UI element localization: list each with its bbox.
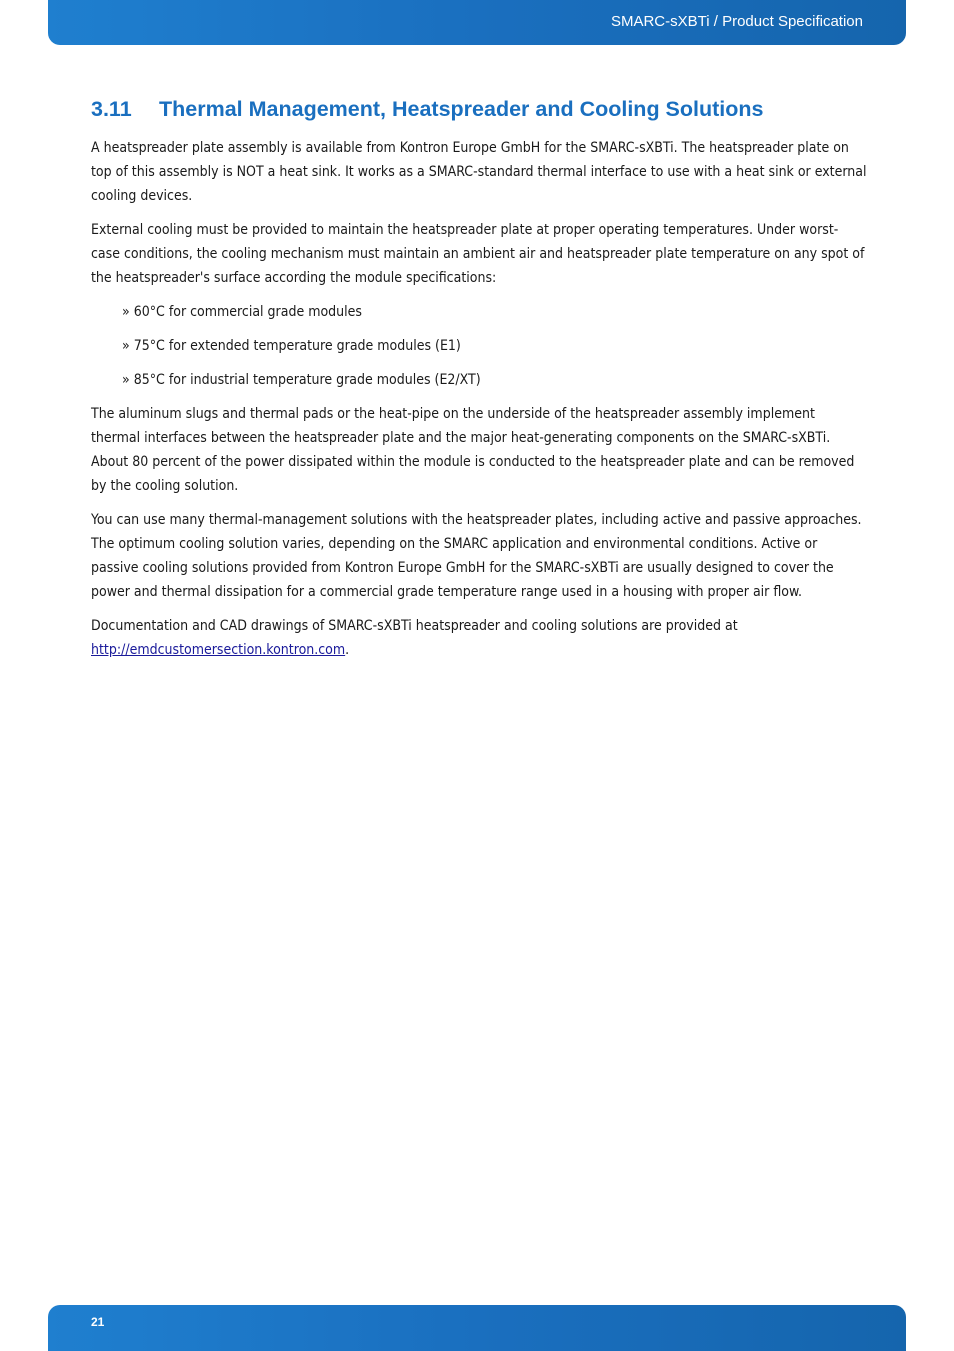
section-title: Thermal Management, Heatspreader and Cooling Solutions	[159, 97, 764, 121]
document-title: SMARC-sXBTi / Product Specification	[610, 13, 863, 30]
section-number: 3.11	[91, 97, 132, 121]
paragraph-thermal-interfaces: The aluminum slugs and thermal pads or the heat-pipe on the underside of the heatspreader assembly implement thermal interfaces between the heatspreader plate and the major heat-generating components on the SMARC-sXBTi. About 80 percent of the power dissipated within the module is conducted to the heatspreader plate and can be removed by the cooling solution.	[91, 406, 855, 494]
list-item: » 75°C for extended temperature grade modules (E1)	[122, 338, 461, 354]
paragraph-external-cooling: External cooling must be provided to maintain the heatspreader plate at proper operating temperatures. Under worst-case conditions, the cooling mechanism must maintain an ambient air and heatspreader plate temperature on any spot of the heatspreader's surface according the module specifications:	[91, 222, 865, 286]
customer-section-link[interactable]: http://emdcustomersection.kontron.com	[91, 642, 346, 658]
list-item: » 60°C for commercial grade modules	[122, 304, 362, 320]
documentation-end: .	[345, 642, 350, 658]
paragraph-documentation	[91, 614, 867, 662]
documentation-text: Documentation and CAD drawings of SMARC-sXBTi heatspreader and cooling solutions are provided at	[91, 618, 738, 634]
header-bar	[48, 0, 906, 45]
paragraph-heatspreader-intro: A heatspreader plate assembly is available from Kontron Europe GmbH for the SMARC-sXBTi. The heatspreader plate on top of this assembly is NOT a heat sink. It works as a SMARC-standard thermal interface to use with a heat sink or external cooling devices.	[91, 140, 867, 204]
list-item: » 85°C for industrial temperature grade modules (E2/XT)	[122, 372, 481, 388]
paragraph-cooling-solutions: You can use many thermal-management solutions with the heatspreader plates, including active and passive approaches. The optimum cooling solution varies, depending on the SMARC application and environmental conditions. Active or passive cooling solutions provided from Kontron Europe GmbH for the SMARC-sXBTi are usually designed to cover the power and thermal dissipation for a commercial grade temperature range used in a housing with proper air flow.	[91, 512, 862, 600]
footer-bar	[48, 1305, 906, 1351]
section-heading	[91, 94, 867, 124]
page-number: 21	[91, 1315, 105, 1329]
page-content	[91, 94, 867, 672]
